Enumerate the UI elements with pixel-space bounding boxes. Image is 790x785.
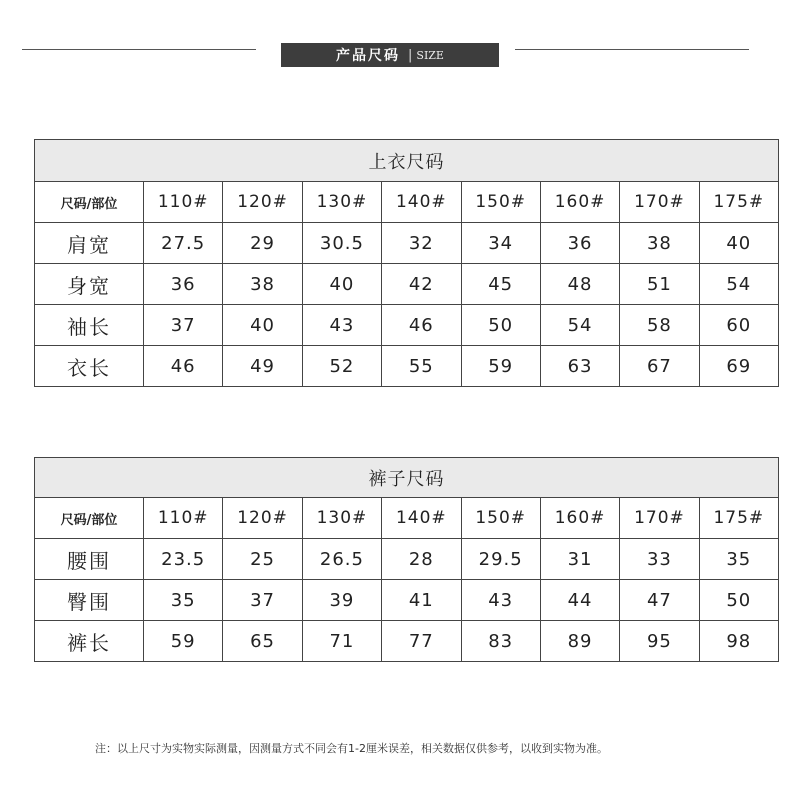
- pants-table-row: [35, 621, 779, 662]
- pants-cell: 95: [620, 621, 699, 662]
- tops-cell: 42: [382, 264, 461, 305]
- pants-table-row: [35, 539, 779, 580]
- pants-cell: 65: [223, 621, 302, 662]
- tops-cell: 63: [540, 346, 619, 387]
- tops-row-label: 袖长: [35, 305, 144, 346]
- pants-size-header: 150#: [461, 498, 540, 539]
- tops-cell: 40: [223, 305, 302, 346]
- tops-size-header: 140#: [382, 182, 461, 223]
- pants-size-header: 175#: [699, 498, 778, 539]
- pants-cell: 44: [540, 580, 619, 621]
- pants-cell: 59: [144, 621, 223, 662]
- tops-cell: 46: [144, 346, 223, 387]
- tops-table-row: [35, 264, 779, 305]
- pants-cell: 83: [461, 621, 540, 662]
- tops-corner-label: 尺码/部位: [35, 182, 144, 223]
- section-header-separator: |: [408, 47, 413, 63]
- tops-cell: 54: [699, 264, 778, 305]
- pants-cell: 89: [540, 621, 619, 662]
- pants-cell: 39: [302, 580, 381, 621]
- tops-cell: 59: [461, 346, 540, 387]
- pants-size-header: 130#: [302, 498, 381, 539]
- pants-row-label: 腰围: [35, 539, 144, 580]
- tops-cell: 38: [223, 264, 302, 305]
- pants-cell: 29.5: [461, 539, 540, 580]
- tops-row-label: 身宽: [35, 264, 144, 305]
- pants-cell: 31: [540, 539, 619, 580]
- tops-cell: 52: [302, 346, 381, 387]
- tops-cell: 58: [620, 305, 699, 346]
- tops-size-header: 110#: [144, 182, 223, 223]
- tops-size-header: 120#: [223, 182, 302, 223]
- tops-table-row: [35, 223, 779, 264]
- section-header-subtitle: SIZE: [416, 48, 444, 62]
- tops-cell: 27.5: [144, 223, 223, 264]
- tops-table-row: [35, 346, 779, 387]
- pants-cell: 26.5: [302, 539, 381, 580]
- tops-cell: 48: [540, 264, 619, 305]
- tops-size-header: 160#: [540, 182, 619, 223]
- pants-row-label: 裤长: [35, 621, 144, 662]
- tops-size-table: [34, 139, 779, 387]
- pants-row-label: 臀围: [35, 580, 144, 621]
- tops-cell: 50: [461, 305, 540, 346]
- pants-size-table: [34, 457, 779, 662]
- tops-size-header: 150#: [461, 182, 540, 223]
- tops-cell: 43: [302, 305, 381, 346]
- tops-title-row: [35, 140, 779, 182]
- tops-cell: 54: [540, 305, 619, 346]
- pants-cell: 23.5: [144, 539, 223, 580]
- header-line-right: [515, 49, 749, 50]
- tops-cell: 36: [540, 223, 619, 264]
- tops-cell: 46: [382, 305, 461, 346]
- pants-size-header: 170#: [620, 498, 699, 539]
- pants-size-header: 140#: [382, 498, 461, 539]
- pants-size-header: 160#: [540, 498, 619, 539]
- tops-cell: 51: [620, 264, 699, 305]
- tops-size-header: 130#: [302, 182, 381, 223]
- tops-size-header: 175#: [699, 182, 778, 223]
- pants-cell: 41: [382, 580, 461, 621]
- pants-cell: 43: [461, 580, 540, 621]
- measurement-note: 注：以上尺寸为实物实际测量，因测量方式不同会有1-2厘米误差，相关数据仅供参考，以收到实物为准。: [95, 742, 608, 755]
- pants-cell: 50: [699, 580, 778, 621]
- pants-header-row: [35, 498, 779, 539]
- tops-table-title: 上衣尺码: [35, 140, 779, 182]
- pants-cell: 35: [144, 580, 223, 621]
- pants-cell: 47: [620, 580, 699, 621]
- tops-cell: 40: [699, 223, 778, 264]
- header-line-left: [22, 49, 256, 50]
- pants-cell: 77: [382, 621, 461, 662]
- tops-cell: 49: [223, 346, 302, 387]
- pants-cell: 37: [223, 580, 302, 621]
- tops-row-label: 衣长: [35, 346, 144, 387]
- pants-cell: 33: [620, 539, 699, 580]
- tops-cell: 38: [620, 223, 699, 264]
- pants-table-title: 裤子尺码: [35, 458, 779, 498]
- tops-table-row: [35, 305, 779, 346]
- pants-title-row: [35, 458, 779, 498]
- tops-row-label: 肩宽: [35, 223, 144, 264]
- tops-cell: 40: [302, 264, 381, 305]
- pants-table-row: [35, 580, 779, 621]
- tops-cell: 32: [382, 223, 461, 264]
- tops-cell: 34: [461, 223, 540, 264]
- tops-cell: 29: [223, 223, 302, 264]
- tops-cell: 60: [699, 305, 778, 346]
- tops-cell: 37: [144, 305, 223, 346]
- pants-cell: 35: [699, 539, 778, 580]
- pants-cell: 25: [223, 539, 302, 580]
- tops-cell: 36: [144, 264, 223, 305]
- pants-cell: 71: [302, 621, 381, 662]
- tops-cell: 55: [382, 346, 461, 387]
- tops-cell: 30.5: [302, 223, 381, 264]
- tops-size-header: 170#: [620, 182, 699, 223]
- pants-size-header: 120#: [223, 498, 302, 539]
- pants-cell: 98: [699, 621, 778, 662]
- pants-corner-label: 尺码/部位: [35, 498, 144, 539]
- tops-cell: 67: [620, 346, 699, 387]
- section-header-title: 产品尺码: [336, 48, 401, 64]
- tops-header-row: [35, 182, 779, 223]
- tops-cell: 45: [461, 264, 540, 305]
- section-header: [281, 43, 499, 67]
- pants-size-header: 110#: [144, 498, 223, 539]
- tops-cell: 69: [699, 346, 778, 387]
- pants-cell: 28: [382, 539, 461, 580]
